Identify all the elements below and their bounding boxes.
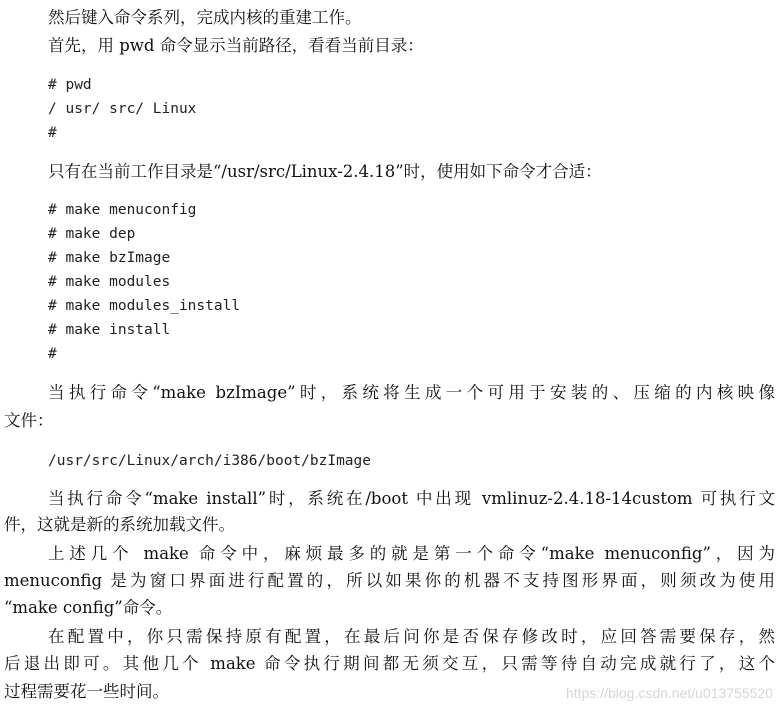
code-line: # make bzImage <box>48 250 171 266</box>
text-line-dir-condition: 只有在当前工作目录是“/usr/src/Linux-2.4.18”时，使用如下命令才合适： <box>48 162 602 181</box>
text-line-menuconfig-3: “make config”命令。 <box>4 598 173 617</box>
code-line: /usr/src/Linux/arch/i386/boot/bzImage <box>48 453 372 469</box>
text-line-menuconfig-2: menuconfig 是为窗口界面进行配置的，所以如果你的机器不支持图形界面，则须改为使用 <box>4 571 775 590</box>
code-line: # make modules_install <box>48 298 241 314</box>
text-line-install-1: 当执行命令“make install”时，系统在/boot 中出现 vmlinuz-2.4.18-14custom 可执行文 <box>48 489 775 508</box>
code-line: # make modules <box>48 274 171 290</box>
text-line-install-2: 件，这就是新的系统加载文件。 <box>4 515 235 534</box>
text-line-bzimage-2: 文件： <box>4 411 54 430</box>
code-line: # pwd <box>48 77 92 93</box>
code-line: # make menuconfig <box>48 202 197 218</box>
text-line-intro: 然后键入命令系列，完成内核的重建工作。 <box>48 8 362 27</box>
text-line-config-2: 后退出即可。其他几个 make 命令执行期间都无须交互，只需等待自动完成就行了，这个 <box>4 654 775 673</box>
code-line: # <box>48 346 57 362</box>
code-line: # make dep <box>48 226 136 242</box>
code-line: # <box>48 125 57 141</box>
code-line: / usr/ src/ Linux <box>48 101 197 117</box>
code-line: # make install <box>48 322 171 338</box>
text-line-bzimage-1: 当执行命令“make bzImage”时，系统将生成一个可用于安装的、压缩的内核映像 <box>48 383 775 402</box>
text-line-config-1: 在配置中，你只需保持原有配置，在最后问你是否保存修改时，应回答需要保存，然 <box>48 627 775 646</box>
text-line-config-3: 过程需要花一些时间。 <box>4 682 169 701</box>
watermark-url: https://blog.csdn.net/u013755520 <box>565 685 773 701</box>
text-line-menuconfig-1: 上述几个 make 命令中，麻烦最多的就是第一个命令“make menuconfig”，因为 <box>48 544 775 563</box>
text-line-pwd-intro: 首先，用 pwd 命令显示当前路径，看看当前目录： <box>48 36 424 55</box>
